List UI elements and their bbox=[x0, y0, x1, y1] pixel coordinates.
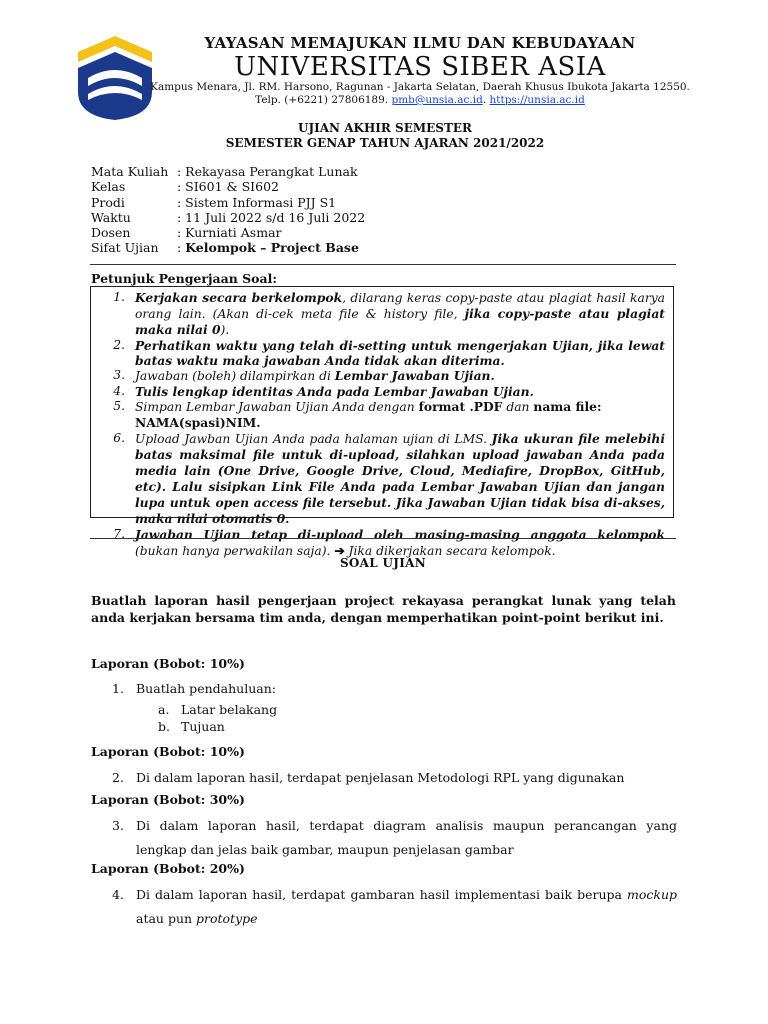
sub-item-letter: b. bbox=[158, 719, 170, 734]
instruction-part: Upload Jawban Ujian Anda pada halaman ujian di LMS. bbox=[135, 432, 492, 446]
instruction-item bbox=[99, 368, 665, 384]
instruction-text bbox=[135, 399, 665, 431]
instruction-number: 2. bbox=[113, 338, 125, 352]
sub-item bbox=[158, 719, 225, 734]
instruction-item bbox=[99, 290, 665, 338]
organization-name: YAYASAN MEMAJUKAN ILMU DAN KEBUDAYAAN bbox=[204, 34, 636, 52]
divider bbox=[90, 538, 676, 539]
exam-subtitle-line: SEMESTER GENAP TAHUN AJARAN 2021/2022 bbox=[225, 136, 545, 150]
section-heading: Laporan (Bobot: 10%) bbox=[91, 744, 245, 759]
instruction-item bbox=[99, 431, 665, 527]
instruction-item bbox=[99, 399, 665, 431]
info-value: : SI601 & SI602 bbox=[177, 179, 279, 195]
sub-item bbox=[158, 702, 277, 717]
sub-item-text: Latar belakang bbox=[181, 702, 278, 717]
instruction-text bbox=[135, 527, 665, 559]
instruction-number: 5. bbox=[113, 399, 125, 413]
question-item bbox=[112, 766, 677, 790]
unsia-logo-icon bbox=[74, 32, 156, 122]
question-item bbox=[112, 883, 677, 931]
question-number: 2. bbox=[112, 770, 124, 785]
instruction-text bbox=[135, 290, 665, 338]
question-part: prototype bbox=[196, 911, 258, 926]
instructions-list bbox=[99, 290, 665, 559]
info-row bbox=[91, 195, 365, 210]
info-row bbox=[91, 179, 365, 194]
questions-title: SOAL UJIAN bbox=[339, 556, 427, 570]
instruction-text: Perhatikan waktu yang telah di-setting untuk mengerjakan Ujian, jika lewat batas waktu maka jawaban Anda tidak akan diterima. bbox=[135, 338, 665, 368]
sub-item-text: Tujuan bbox=[181, 719, 225, 734]
question-text bbox=[136, 883, 677, 931]
instruction-part: ). bbox=[220, 323, 230, 337]
instruction-part: nama file: bbox=[533, 399, 602, 414]
section-heading: Laporan (Bobot: 30%) bbox=[91, 792, 245, 807]
info-label: Prodi bbox=[91, 194, 125, 210]
question-text: Di dalam laporan hasil, terdapat diagram analisis maupun perancangan yang lengkap dan jelas baik gambar, maupun penjelasan gambar bbox=[136, 818, 677, 857]
info-label: Waktu bbox=[91, 209, 131, 225]
question-number: 4. bbox=[112, 887, 124, 902]
info-row bbox=[91, 210, 365, 225]
info-colon: : bbox=[177, 240, 186, 256]
university-name: UNIVERSITAS SIBER ASIA bbox=[234, 52, 606, 82]
question-number: 1. bbox=[112, 681, 124, 696]
phone-text: Telp. (+6221) 27806189. bbox=[255, 94, 389, 106]
question-text: Di dalam laporan hasil, terdapat penjelasan Metodologi RPL yang digunakan bbox=[136, 770, 625, 785]
instruction-number: 7. bbox=[113, 527, 125, 541]
info-label: Dosen bbox=[91, 225, 131, 241]
email-link[interactable]: pmb@unsia.ac.id bbox=[391, 94, 483, 106]
instruction-part: Jika dikerjakan secara kelompok. bbox=[344, 544, 556, 558]
instruction-part: format .PDF bbox=[418, 399, 503, 414]
instruction-item bbox=[99, 338, 665, 368]
instruction-part: Lembar Jawaban Ujian. bbox=[334, 368, 495, 383]
instruction-part: Jawaban Ujian tetap di-upload oleh masing-masing anggota kelompok bbox=[135, 527, 665, 542]
info-row bbox=[91, 164, 365, 179]
info-value: : Rekayasa Perangkat Lunak bbox=[177, 164, 358, 179]
instruction-part: Jika ukuran file melebihi batas maksimal file untuk di-upload, silahkan upload jawaban Anda pada media lain (One Drive, Google Drive, Cloud, Mediafire, DropBox, GitHub, etc). Lalu sisipkan Link File Anda pada Lembar Jawaban Ujian dan jangan lupa untuk open access file tersebut. Jika Jawaban Ujian tidak bisa di-akses, maka nilai otomatis 0. bbox=[135, 431, 665, 526]
instruction-text: Tulis lengkap identitas Anda pada Lembar Jawaban Ujian. bbox=[135, 384, 534, 399]
instruction-text bbox=[135, 431, 665, 527]
exam-title-line: UJIAN AKHIR SEMESTER bbox=[297, 121, 472, 135]
sub-item-letter: a. bbox=[158, 702, 170, 717]
instruction-item bbox=[99, 384, 665, 399]
info-value: : 11 Juli 2022 s/d 16 Juli 2022 bbox=[177, 209, 366, 225]
question-item bbox=[112, 677, 677, 701]
info-value bbox=[177, 240, 359, 255]
question-part: mockup bbox=[626, 887, 677, 902]
course-info bbox=[91, 164, 365, 256]
instruction-item bbox=[99, 527, 665, 559]
info-label: Kelas bbox=[91, 179, 126, 195]
info-label: Mata Kuliah bbox=[91, 164, 169, 179]
question-number: 3. bbox=[112, 818, 124, 833]
instruction-number: 4. bbox=[113, 384, 125, 398]
info-row bbox=[91, 240, 365, 255]
instruction-text bbox=[135, 368, 665, 384]
instruction-part: (bukan hanya perwakilan saja). bbox=[135, 544, 335, 558]
instruction-number: 6. bbox=[113, 431, 125, 445]
info-value: : Kurniati Asmar bbox=[177, 225, 282, 241]
info-row bbox=[91, 225, 365, 240]
info-value-bold: Kelompok – Project Base bbox=[185, 240, 359, 256]
question-item bbox=[112, 814, 677, 862]
instruction-part: Jawaban (boleh) dilampirkan di bbox=[135, 369, 335, 383]
instruction-part: Kerjakan secara berkelompok bbox=[135, 290, 343, 305]
questions-intro: Buatlah laporan hasil pengerjaan project rekayasa perangkat lunak yang telah anda kerjakan bersama tim anda, dengan memperhatikan point-point berikut ini. bbox=[91, 593, 676, 625]
instructions-title: Petunjuk Pengerjaan Soal: bbox=[91, 271, 277, 286]
instruction-part: jika copy-paste atau plagiat maka nilai 0 bbox=[135, 306, 665, 337]
instructions-box bbox=[90, 286, 674, 558]
question-part: Di dalam laporan hasil, terdapat gambaran hasil implementasi baik berupa bbox=[136, 887, 627, 902]
section-heading: Laporan (Bobot: 10%) bbox=[91, 656, 245, 671]
question-text: Buatlah pendahuluan: bbox=[136, 681, 276, 696]
arrow-icon: ➔ bbox=[334, 543, 345, 558]
question-part: atau pun bbox=[136, 911, 197, 926]
instruction-part: dan bbox=[502, 400, 534, 414]
divider bbox=[90, 264, 676, 265]
instruction-part: , dilarang keras copy-paste atau plagiat hasil karya orang lain. (Akan di-cek meta file & history file, bbox=[135, 291, 665, 321]
exam-title bbox=[90, 121, 680, 151]
instruction-number: 1. bbox=[113, 290, 125, 304]
instruction-part: NAMA(spasi)NIM. bbox=[135, 415, 261, 430]
instruction-part: Simpan Lembar Jawaban Ujian Anda dengan bbox=[135, 400, 419, 414]
website-link[interactable]: https://unsia.ac.id bbox=[489, 94, 585, 106]
contact-line: Telp. (+6221) 27806189. pmb@unsia.ac.id. https://unsia.ac.id bbox=[255, 94, 585, 106]
instruction-number: 3. bbox=[113, 368, 125, 382]
address-line: Kampus Menara, Jl. RM. Harsono, Ragunan - Jakarta Selatan, Daerah Khusus Ibukota Jakarta 12550. bbox=[150, 81, 690, 93]
section-heading: Laporan (Bobot: 20%) bbox=[91, 861, 245, 876]
info-value: : Sistem Informasi PJJ S1 bbox=[177, 194, 337, 210]
info-label: Sifat Ujian bbox=[91, 240, 159, 256]
